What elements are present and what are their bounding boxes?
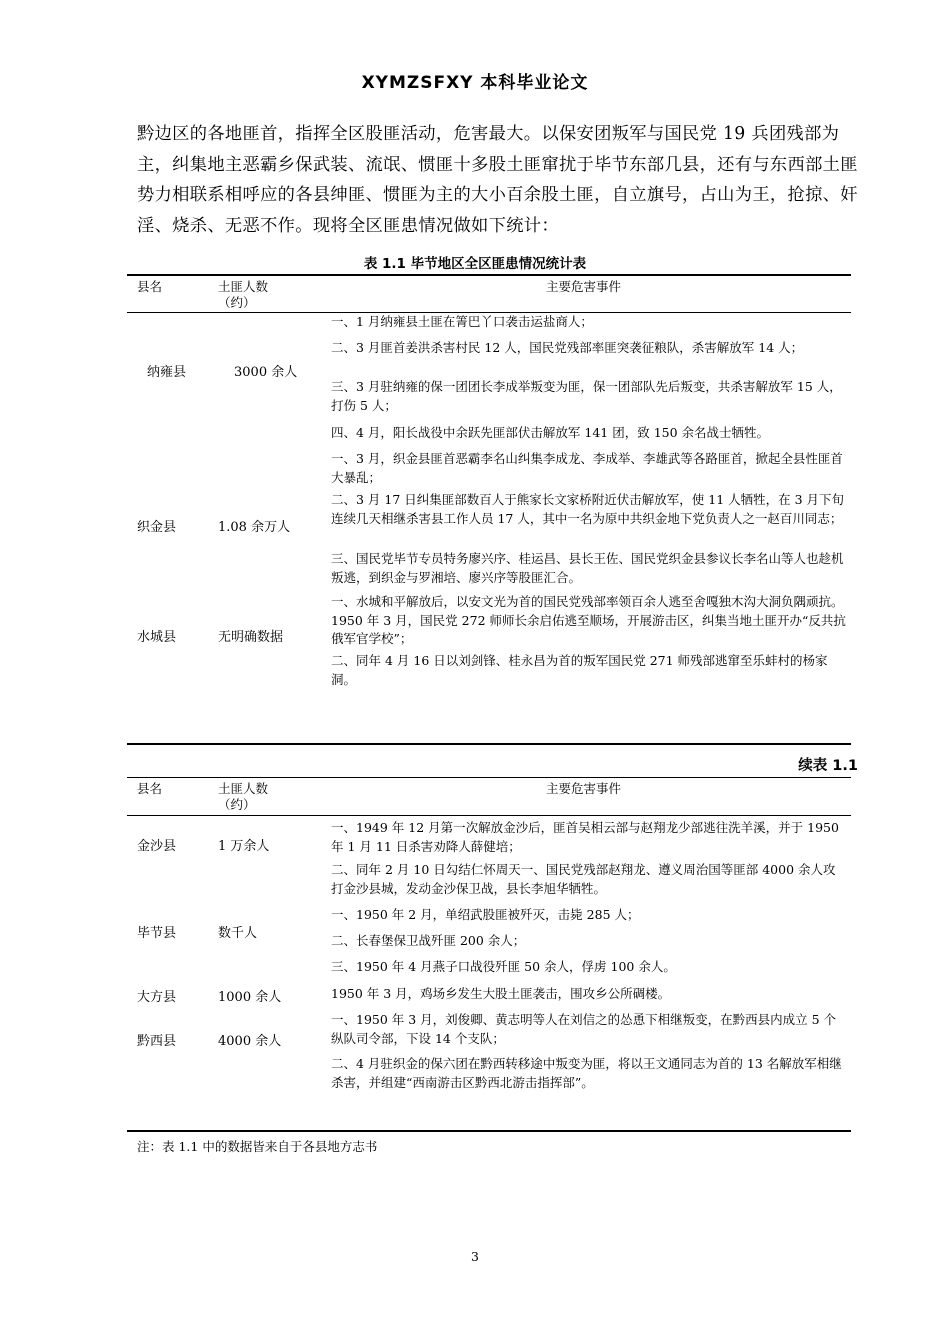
header-count-unit: （约） — [218, 295, 256, 310]
cont-table-top-rule — [127, 777, 851, 778]
count-cell: 1 万余人 — [218, 839, 270, 854]
event-item: 四、4 月，阳长战役中余跃先匪部伏击解放军 141 团，致 150 余名战士牺牲。 — [331, 425, 770, 440]
county-cell: 纳雍县 — [147, 365, 187, 380]
event-item: 三、1950 年 4 月燕子口战役歼匪 50 余人，俘虏 100 余人。 — [331, 959, 676, 974]
header-events: 主要危害事件 — [546, 279, 622, 294]
page-header: XYMZSFXY 本科毕业论文 — [361, 73, 589, 93]
event-item: 一、水城和平解放后，以安文光为首的国民党残部率领百余人逃至舍嘎独木沟大洞负隅顽抗。1950 年 3 月，国民党 272 师师长余启佑逃至顺场，开展游击区，纠集当地土匪开办“反共抗俄军官学校”； — [331, 594, 846, 646]
county-cell: 黔西县 — [137, 1034, 177, 1049]
count-cell: 1000 余人 — [218, 990, 282, 1005]
table-top-rule — [127, 274, 851, 276]
header-count: 土匪人数 — [218, 279, 269, 294]
count-cell: 1.08 余万人 — [218, 520, 291, 535]
event-item: 一、3 月，织金县匪首恶霸李名山纠集李成龙、李成举、李雄武等各路匪首，掀起全县性匪首大暴乱； — [331, 451, 843, 485]
table-note: 注：表 1.1 中的数据皆来自于各县地方志书 — [137, 1139, 378, 1154]
count-cell: 3000 余人 — [234, 365, 298, 380]
county-cell: 大方县 — [137, 990, 177, 1005]
count-cell: 无明确数据 — [218, 630, 284, 645]
cont-table-bottom-rule — [127, 1130, 851, 1132]
event-item: 一、1949 年 12 月第一次解放金沙后，匪首吴相云部与赵翔龙少部逃往洗羊溪，并于 1950 年 1 月 11 日杀害劝降人薛健培； — [331, 820, 839, 854]
county-cell: 金沙县 — [137, 839, 177, 854]
event-item: 一、1950 年 2 月，单绍武股匪被歼灭，击毙 285 人； — [331, 907, 640, 922]
header-events: 主要危害事件 — [546, 781, 622, 796]
intro-paragraph: 黔边区的各地匪首，指挥全区股匪活动，危害最大。以保安团叛军与国民党 19 兵团残部为主，纠集地主恶霸乡保武装、流氓、惯匪十多股土匪窜扰于毕节东部几县，还有与东西部土匪势力相联系相呼应的各县绅匪、惯匪为主的大小百余股土匪，自立旗号，占山为王，抢掠、奸淫、烧杀、无恶不作。现将全区匪患情况做如下统计： — [137, 124, 858, 236]
county-cell: 织金县 — [137, 520, 177, 535]
event-item: 二、3 月 17 日纠集匪部数百人于熊家长文家桥附近伏击解放军，使 11 人牺牲，在 3 月下旬连续几天相继杀害县工作人员 17 人，其中一名为原中共织金地下党负责人之一赵百川同志； — [331, 492, 845, 526]
event-item: 一、1 月纳雍县土匪在箐巴丫口袭击运盐商人； — [331, 314, 593, 329]
event-item: 二、3 月匪首姜洪杀害村民 12 人，国民党残部率匪突袭征粮队，杀害解放军 14 人； — [331, 340, 804, 355]
table-bottom-rule — [127, 743, 851, 745]
event-item: 一、1950 年 3 月，刘俊卿、黄志明等人在刘信之的怂恿下相继叛变，在黔西县内成立 5 个纵队司令部，下设 14 个支队； — [331, 1012, 837, 1046]
cont-table-header-rule — [127, 815, 851, 816]
header-county: 县名 — [137, 781, 163, 796]
event-item: 三、3 月驻纳雍的保一团团长李成举叛变为匪，保一团部队先后叛变，共杀害解放军 15 人，打伤 5 人； — [331, 379, 842, 413]
event-item: 1950 年 3 月，鸡场乡发生大股土匪袭击，围攻乡公所碉楼。 — [331, 986, 671, 1001]
event-item: 二、长春堡保卫战歼匪 200 余人； — [331, 933, 526, 948]
header-count-unit: （约） — [218, 797, 256, 812]
continued-table-caption: 续表 1.1 — [798, 758, 858, 774]
header-county: 县名 — [137, 279, 163, 294]
page-number: 3 — [471, 1249, 479, 1264]
count-cell: 数千人 — [218, 926, 258, 941]
event-item: 三、国民党毕节专员特务廖兴序、桂运昌、县长王佐、国民党织金县参议长李名山等人也趁机叛逃，到织金与罗湘培、廖兴序等股匪汇合。 — [331, 551, 844, 585]
table-caption: 表 1.1 毕节地区全区匪患情况统计表 — [363, 256, 587, 272]
event-item: 二、同年 4 月 16 日以刘剑锋、桂永昌为首的叛军国民党 271 师残部逃窜至乐蚌村的杨家洞。 — [331, 653, 828, 687]
county-cell: 毕节县 — [137, 926, 177, 941]
header-count: 土匪人数 — [218, 781, 269, 796]
event-item: 二、同年 2 月 10 日勾结仁怀周天一、国民党残部赵翔龙、遵义周治国等匪部 4000 余人攻打金沙县城，发动金沙保卫战，县长李旭华牺牲。 — [331, 862, 836, 896]
count-cell: 4000 余人 — [218, 1034, 282, 1049]
county-cell: 水城县 — [137, 630, 177, 645]
event-item: 二、4 月驻织金的保六团在黔西转移途中叛变为匪，将以王文通同志为首的 13 名解放军相继杀害，并组建“西南游击区黔西北游击指挥部”。 — [331, 1056, 842, 1090]
